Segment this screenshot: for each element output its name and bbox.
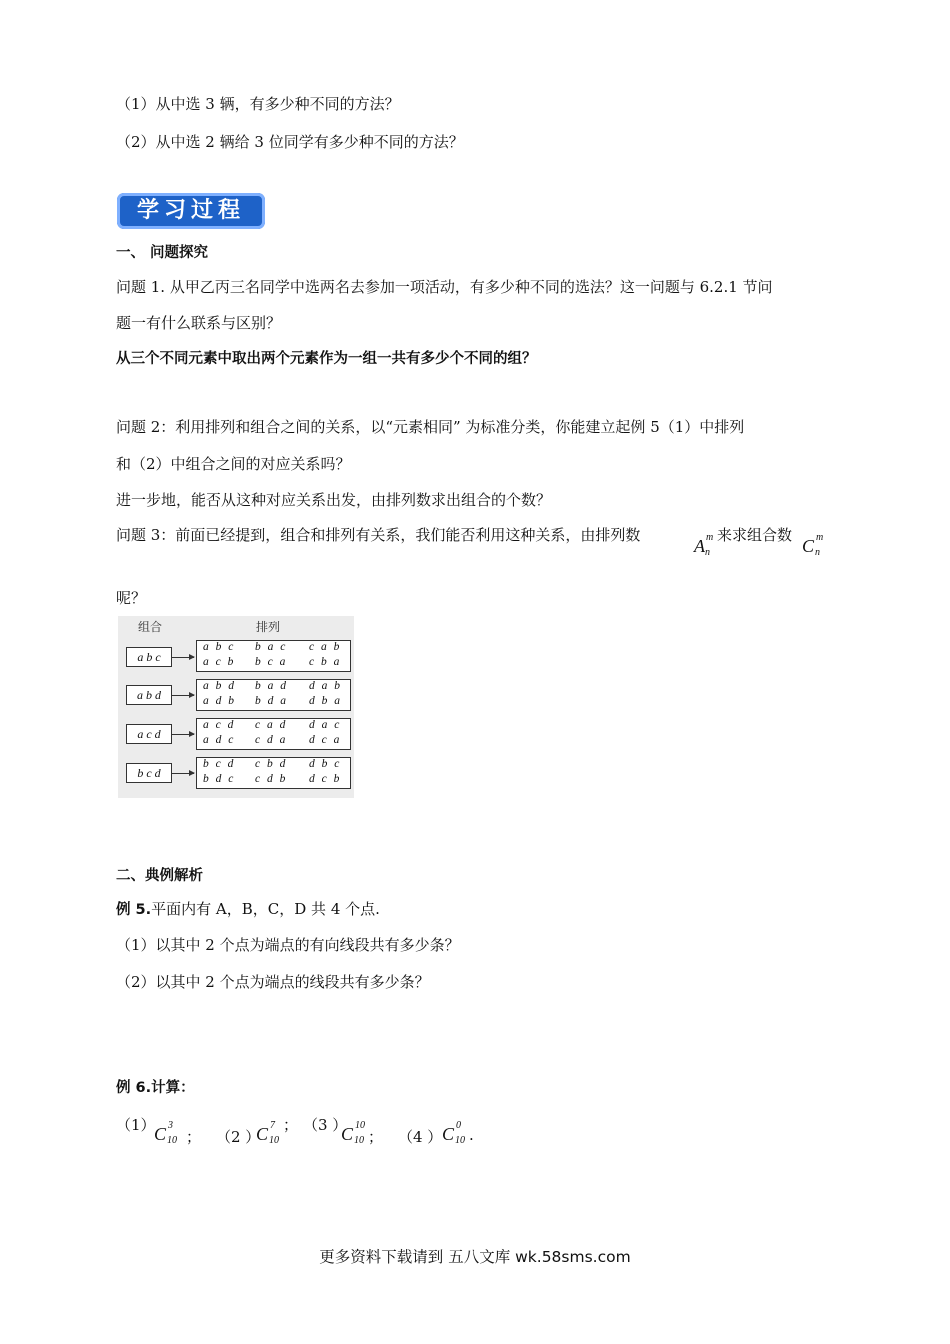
question3-line1 — [116, 525, 640, 545]
combo-box: b c d — [126, 763, 172, 783]
arrow-icon — [172, 695, 194, 696]
example5-label: 例 5. — [116, 902, 152, 918]
arrow-icon — [172, 734, 194, 735]
ex6-term-2: C 7 10 — [256, 1120, 279, 1146]
ex6-term-1: C 3 10 — [154, 1120, 177, 1146]
question1-bold: 从三个不同元素中取出两个元素作为一组一共有多少个不同的组？ — [116, 351, 537, 367]
example5-text: 平面内有 A，B，C，D 共 4 个点. — [151, 900, 380, 918]
perm-box: a b d b a d d a b a d b b d a d b a — [196, 679, 351, 711]
example5-question-2: （2）以其中 2 个点为端点的线段共有多少条？ — [116, 973, 430, 991]
formula-A-n-m: A m n — [694, 532, 714, 558]
ex6-part1-label: （1） — [116, 1116, 156, 1134]
question3-mid: 来求组合数 — [717, 526, 793, 544]
question2-line1: 问题 2：利用排列和组合之间的关系，以“元素相同” 为标准分类，你能建立起例 5（1）中排列 — [116, 418, 745, 436]
question3-text: 问题 3：前面已经提到，组合和排列有关系，我们能否利用这种关系，由排列数 — [116, 526, 641, 544]
ex6-term-3: C 10 10 — [341, 1120, 365, 1146]
combo-box: a b c — [126, 647, 172, 667]
arrow-icon — [172, 657, 194, 658]
combo-box: a c d — [126, 724, 172, 744]
section-banner: 学习过程 — [117, 193, 265, 229]
figure-header-perm: 排列 — [256, 620, 281, 634]
question2-line2: 和（2）中组合之间的对应关系吗？ — [116, 455, 351, 473]
formula-C-n-m: C m n — [802, 532, 824, 558]
perm-box: a b c b a c c a b a c b b c a c b a — [196, 640, 351, 672]
footer-download-link[interactable]: 更多资料下载请到 五八文库 wk.58sms.com — [319, 1248, 631, 1266]
section1-title: 一、 问题探究 — [116, 245, 209, 261]
intro-question-1: （1）从中选 3 辆，有多少种不同的方法？ — [116, 95, 400, 113]
question2-line3: 进一步地，能否从这种对应关系出发，由排列数求出组合的个数？ — [116, 491, 552, 509]
arrow-icon — [172, 773, 194, 774]
ex6-part3-label: （3 ） — [303, 1116, 348, 1134]
ex6-term-4: C 0 10 — [442, 1120, 465, 1146]
question3-end: 呢？ — [116, 589, 147, 607]
intro-question-2: （2）从中选 2 辆给 3 位同学有多少种不同的方法？ — [116, 133, 464, 151]
figure-header-combo: 组合 — [138, 620, 163, 634]
example5-question-1: （1）以其中 2 个点为端点的有向线段共有多少条？ — [116, 936, 460, 954]
combo-box: a b d — [126, 685, 172, 705]
example6-label: 例 6.计算： — [116, 1080, 195, 1096]
example6-expressions: （1） C 3 10 ； （2 ） C 7 10 ； （3 ） C 10 10 ； （4 ） C 0 10 . — [116, 1116, 474, 1146]
ex6-part4-label: （4 ） — [398, 1128, 443, 1146]
question1-line2: 题一有什么联系与区别？ — [116, 314, 282, 332]
question1-line1: 问题 1. 从甲乙丙三名同学中选两名去参加一项活动，有多少种不同的选法？这一问题与 6.2.1 节问 — [116, 278, 773, 296]
example5-line — [116, 899, 380, 920]
perm-box: a c d c a d d a c a d c c d a d c a — [196, 718, 351, 750]
section2-title: 二、典例解析 — [116, 868, 203, 884]
perm-box: b c d c b d d b c b d c c d b d c b — [196, 757, 351, 789]
combination-permutation-figure — [118, 616, 354, 798]
ex6-part2-label: （2 ） — [216, 1128, 261, 1146]
